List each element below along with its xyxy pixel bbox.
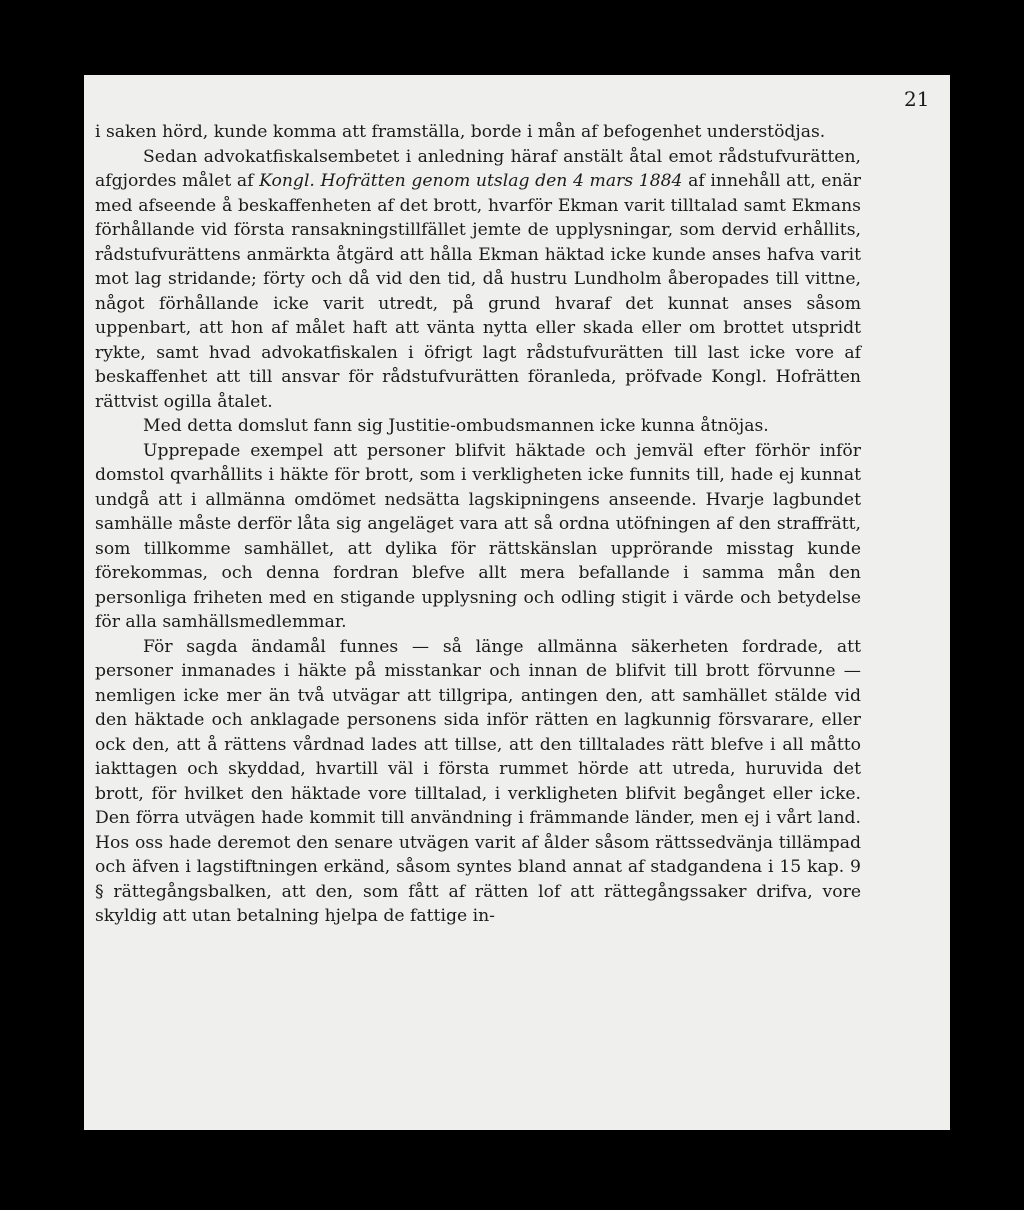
paragraph-4 xyxy=(95,439,861,635)
paragraph-3-text: Med detta domslut fann sig Justitie-ombudsmannen icke kunna åtnöjas. xyxy=(143,416,769,436)
paragraph-5 xyxy=(95,635,861,929)
paragraph-4-text: Upprepade exempel att personer blifvit häktade och jemväl efter förhör inför domstol qvarhållits i häkte för brott, som i verkligheten icke funnits till, hade ej kunnat undgå att i allmänna omdömet nedsätta lagskipningens anseende. Hvarje lagbundet samhälle måste derför låta sig angeläget vara att så ordna utöfningen af den straffrätt, som tillkomme samhället, att dylika för rättskänslan upprörande misstag kunde förekommas, och denna fordran blefve allt mera befallande i samma mån den personliga friheten med en stigande upplysning och odling stigit i värde och betydelse för alla samhällsmedlemmar. xyxy=(95,440,861,632)
paragraph-2-italic-text: Kongl. Hofrätten genom utslag den 4 mars 1884 xyxy=(259,171,683,191)
paragraph-1 xyxy=(95,120,861,145)
paragraph-3 xyxy=(95,414,861,439)
page-number: 21 xyxy=(904,87,930,111)
paragraph-2 xyxy=(95,145,861,415)
body-text xyxy=(95,120,861,929)
paragraph-5-text: För sagda ändamål funnes — så länge allmänna säkerheten fordrade, att personer inmanades i häkte på misstankar och innan de blifvit till brott förvunne — nemligen icke mer än två utvägar att tillgripa, antingen den, att samhället stälde vid den häktade och anklagade personens sida inför rätten en lagkunnig försvarare, eller ock den, att å rättens vårdnad lades att tillse, att den tilltalades rätt blefve i all måtto iakttagen och skyddad, hvartill väl i första rummet hörde att utreda, huruvida det brott, för hvilket den häktade vore tilltalad, i verkligheten blifvit begånget eller icke. Den förra utvägen hade kommit till användning i främmande länder, men ej i vårt land. Hos oss hade deremot den senare utvägen varit af ålder såsom rättssedvänja tillämpad och äfven i lagstiftningen erkänd, såsom syntes bland annat af stadgandena i 15 kap. 9 § rättegångsbalken, att den, som fått af rätten lof att rättegångssaker drifva, vore skyldig att utan betalning hjelpa de fattige in- xyxy=(95,636,861,926)
paragraph-2-text-a: Sedan advokatfiskalsembetet i anledning häraf anstält åtal emot rådstufvurätten, afgjordes målet af xyxy=(95,146,861,191)
paragraph-1-text: i saken hörd, kunde komma att framställa, borde i mån af befogenhet understödjas. xyxy=(95,122,826,142)
document-page xyxy=(84,75,950,1130)
paragraph-2-text-b: af innehåll att, enär med afseende å beskaffenheten af det brott, hvarför Ekman varit tilltalad samt Ekmans förhållande vid första ransakningstillfället jemte de upplysningar, som dervid erhållits, rådstufvurättens anmärkta åtgärd att hålla Ekman häktad icke kunde anses hafva varit mot lag stridande; förty och då vid den tid, då hustru Lundholm åberopades till vittne, något förhållande icke varit utredt, på grund hvaraf det kunnat anses såsom uppenbart, att hon af målet haft att vänta nytta eller skada eller om brottet utspridt rykte, samt hvad advokatfiskalen i öfrigt lagt rådstufvurätten till last icke vore af beskaffenhet att till ansvar för rådstufvurätten föranleda, pröfvade Kongl. Hofrätten rättvist ogilla åtalet. xyxy=(95,171,861,412)
